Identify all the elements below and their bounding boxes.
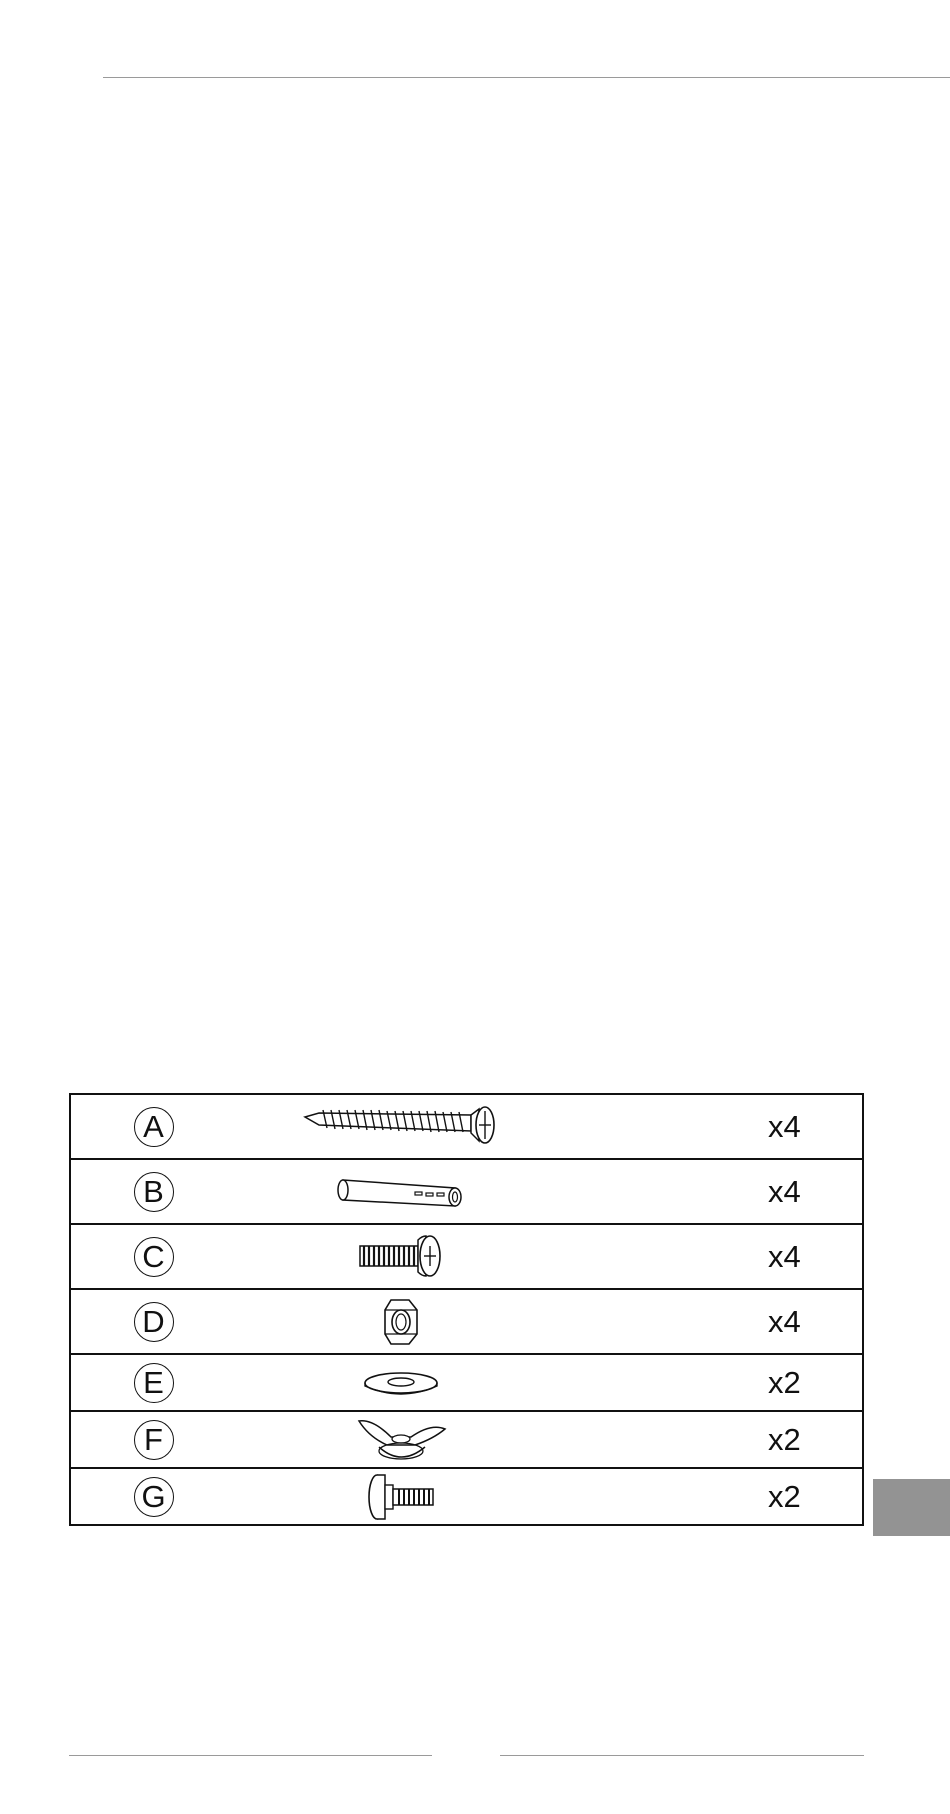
header-rule	[103, 77, 950, 78]
hex-nut-icon	[381, 1296, 421, 1348]
part-quantity: x2	[768, 1478, 801, 1514]
table-row	[70, 1094, 863, 1159]
table-row	[70, 1468, 863, 1525]
table-row	[70, 1289, 863, 1354]
part-letter: D	[134, 1302, 174, 1342]
part-quantity: x2	[768, 1421, 801, 1457]
part-quantity: x2	[768, 1364, 801, 1400]
footer-rule-left	[69, 1755, 432, 1756]
part-quantity: x4	[768, 1173, 801, 1209]
wall-plug-icon	[331, 1170, 471, 1214]
washer-icon	[361, 1368, 441, 1398]
table-row	[70, 1354, 863, 1411]
part-quantity: x4	[768, 1303, 801, 1339]
footer-rule-right	[500, 1755, 864, 1756]
part-letter: F	[134, 1420, 174, 1460]
table-row	[70, 1224, 863, 1289]
table-row	[70, 1411, 863, 1468]
table-row	[70, 1159, 863, 1224]
wing-nut-icon	[353, 1415, 449, 1465]
page-side-tab	[873, 1479, 950, 1536]
part-letter: A	[134, 1107, 174, 1147]
long-wood-screw-icon	[301, 1101, 501, 1153]
machine-screw-icon	[356, 1232, 446, 1282]
parts-list-table	[69, 1093, 864, 1526]
part-letter: G	[134, 1477, 174, 1517]
part-letter: E	[134, 1363, 174, 1403]
carriage-bolt-icon	[363, 1471, 439, 1523]
part-letter: B	[134, 1172, 174, 1212]
part-quantity: x4	[768, 1108, 801, 1144]
part-letter: C	[134, 1237, 174, 1277]
part-quantity: x4	[768, 1238, 801, 1274]
